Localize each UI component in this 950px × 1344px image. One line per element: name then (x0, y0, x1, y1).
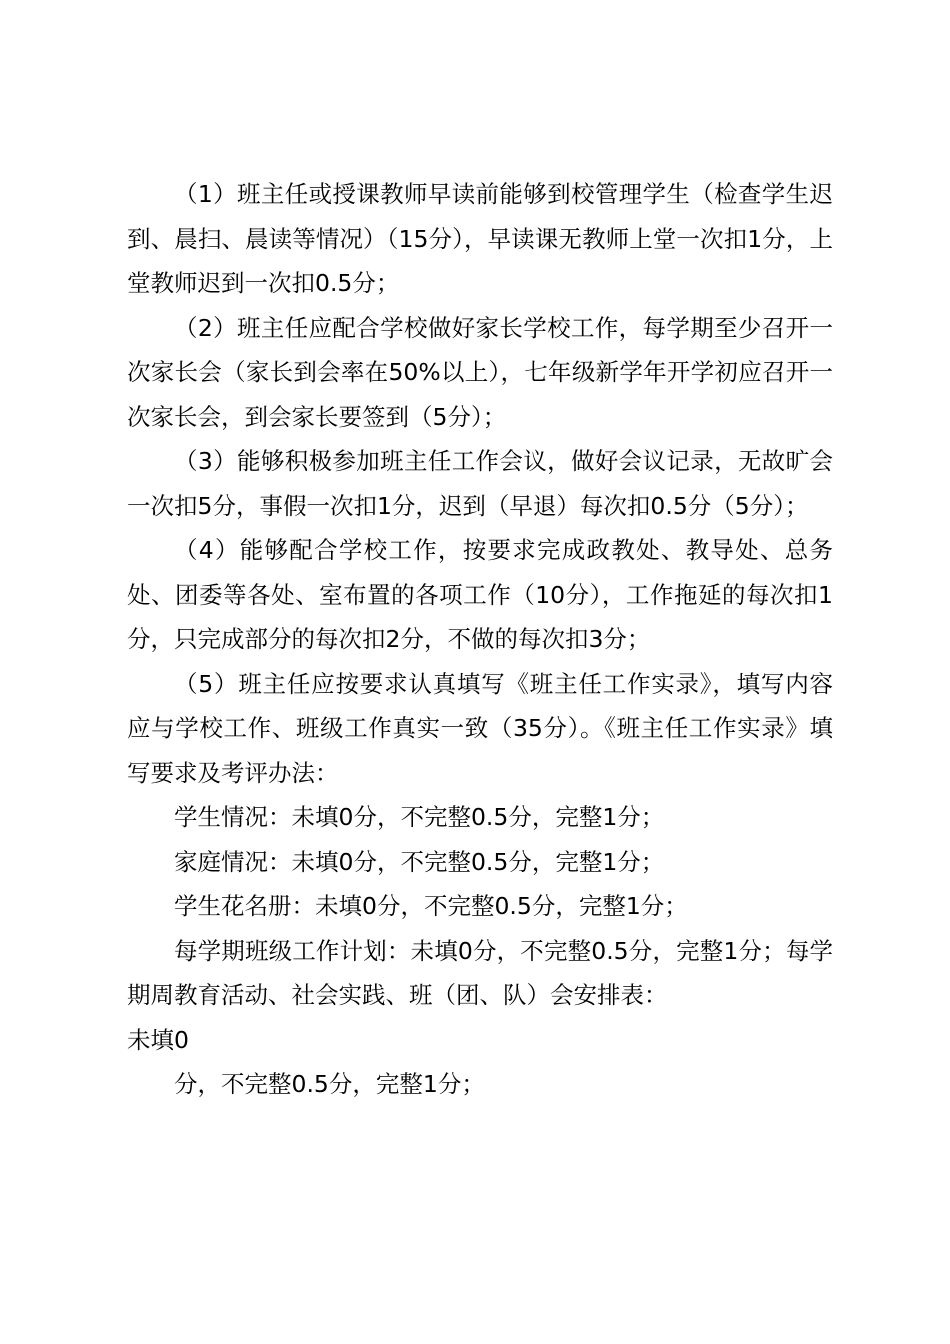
criteria-family-info: 家庭情况：未填0分，不完整0.5分，完整1分； (174, 847, 665, 876)
criteria-tail-line-1: 未填0 (127, 1025, 189, 1054)
document-body (127, 172, 833, 1107)
paragraph-item-5: （5）班主任应按要求认真填写《班主任工作实录》，填写内容应与学校工作、班级工作真实一致（35分）。《班主任工作实录》填写要求及考评办法： (127, 669, 833, 787)
criteria-work-plan: 每学期班级工作计划：未填0分，不完整0.5分，完整1分；每学期周教育活动、社会实践、班（团、队）会安排表： (127, 936, 833, 1009)
criteria-tail-line-2: 分，不完整0.5分，完整1分； (174, 1070, 485, 1098)
paragraph-item-2: （2）班主任应配合学校做好家长学校工作，每学期至少召开一次家长会（家长到会率在50%以上），七年级新学年开学初应召开一次家长会，到会家长要签到（5分）； (127, 313, 833, 431)
paragraph-item-4: （4）能够配合学校工作，按要求完成政教处、教导处、总务处、团委等各处、室布置的各项工作（10分），工作拖延的每次扣1分，只完成部分的每次扣2分，不做的每次扣3分； (127, 536, 833, 653)
paragraph-item-1: （1）班主任或授课教师早读前能够到校管理学生（检查学生迟到、晨扫、晨读等情况）（15分），早读课无教师上堂一次扣1分，上堂教师迟到一次扣0.5分； (127, 180, 833, 297)
criteria-student-info: 学生情况：未填0分，不完整0.5分，完整1分； (174, 803, 665, 831)
criteria-student-roster: 学生花名册：未填0分，不完整0.5分，完整1分； (174, 892, 688, 920)
paragraph-item-3: （3）能够积极参加班主任工作会议，做好会议记录，无故旷会一次扣5分，事假一次扣1分，迟到（早退）每次扣0.5分（5分）； (127, 447, 833, 520)
